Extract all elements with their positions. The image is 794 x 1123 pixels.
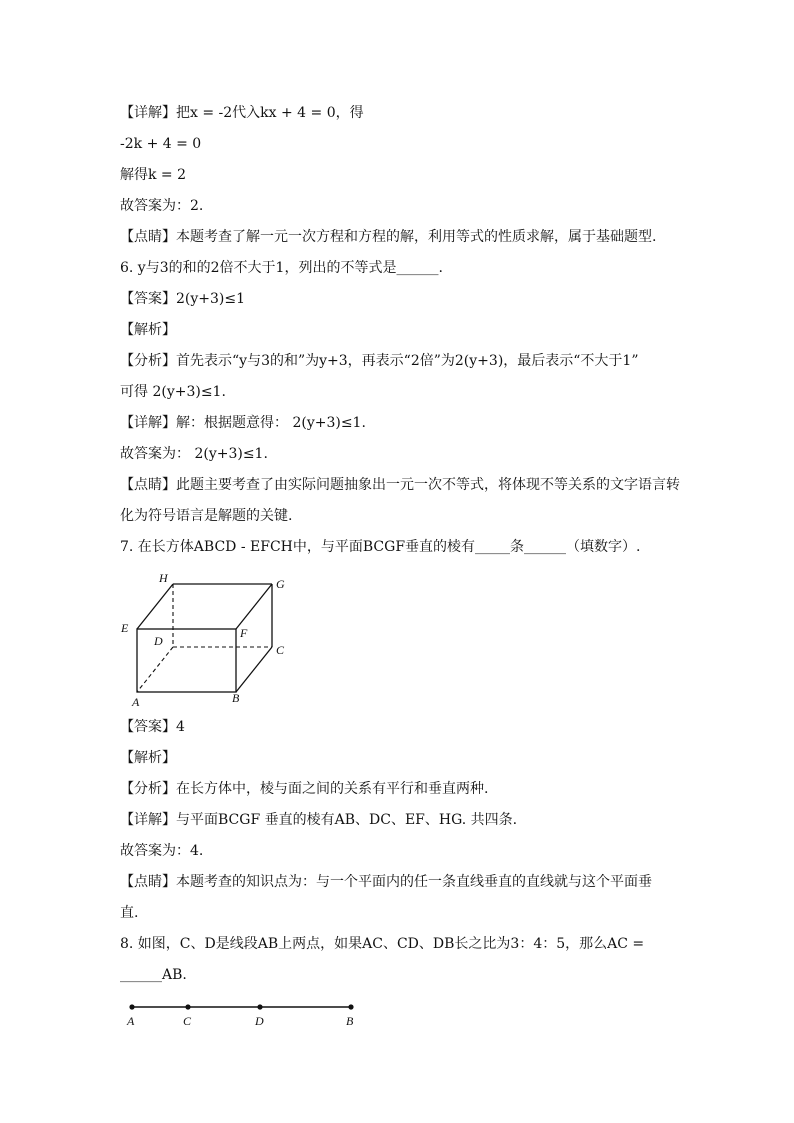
question-7: 7. 在长方体ABCD - EFCH中，与平面BCGF垂直的棱有_____条______（填数字）. (120, 539, 641, 555)
text-line: 故答案为：2. (120, 198, 204, 214)
point-a (129, 1004, 134, 1009)
text-line: 故答案为： 2(y+3)≤1. (120, 446, 268, 462)
answer-line: 【答案】2(y+3)≤1 (120, 291, 246, 307)
text-line: 【点睛】本题考查的知识点为：与一个平面内的任一条直线垂直的直线就与这个平面垂 (120, 874, 652, 890)
question-6: 6. y与3的和的2倍不大于1，列出的不等式是______. (120, 260, 443, 276)
text-line: 【分析】在长方体中，棱与面之间的关系有平行和垂直两种. (120, 781, 489, 797)
vertex-label: E (121, 621, 129, 635)
cuboid-figure (115, 568, 295, 708)
text-line: 化为符号语言是解题的关键. (120, 508, 293, 524)
text-line: 【详解】解：根据题意得： 2(y+3)≤1. (120, 415, 366, 431)
point-b (348, 1004, 353, 1009)
point-label: D (255, 1014, 264, 1028)
point-c (185, 1004, 190, 1009)
text-line: ______AB. (120, 967, 187, 983)
section-heading: 【解析】 (120, 322, 176, 338)
vertex-label: F (240, 626, 248, 640)
text-line: -2k + 4 = 0 (120, 136, 202, 152)
point-d (257, 1004, 262, 1009)
text-line: 【详解】与平面BCGF 垂直的棱有AB、DC、EF、HG. 共四条. (120, 812, 518, 828)
text-line: 解得k = 2 (120, 167, 187, 183)
text-line: 【分析】首先表示“y与3的和”为y+3，再表示“2倍”为2(y+3)，最后表示“不大于1” (120, 353, 639, 369)
text-line: 【点睛】此题主要考查了由实际问题抽象出一元一次不等式，将体现不等关系的文字语言转 (120, 477, 680, 493)
text-line: 【点睛】本题考查了解一元一次方程和方程的解，利用等式的性质求解，属于基础题型. (120, 229, 657, 245)
point-label: A (127, 1014, 135, 1028)
vertex-label: D (154, 634, 163, 648)
vertex-label: C (276, 643, 285, 657)
segment-figure (120, 995, 370, 1031)
text-line: 直. (120, 905, 139, 921)
vertex-label: A (132, 695, 140, 708)
answer-line: 【答案】4 (120, 719, 185, 735)
text-line: 可得 2(y+3)≤1. (120, 384, 226, 400)
vertex-label: G (276, 577, 285, 591)
section-heading: 【解析】 (120, 750, 176, 766)
text-line: 【详解】把x = -2代入kx + 4 = 0，得 (120, 105, 364, 121)
point-label: B (346, 1014, 354, 1028)
question-8: 8. 如图，C、D是线段AB上两点，如果AC、CD、DB长之比为3：4：5，那么AC = (120, 936, 645, 952)
point-label: C (183, 1014, 192, 1028)
text-line: 故答案为：4. (120, 843, 204, 859)
vertex-label: B (232, 691, 240, 705)
vertex-label: H (159, 571, 168, 585)
